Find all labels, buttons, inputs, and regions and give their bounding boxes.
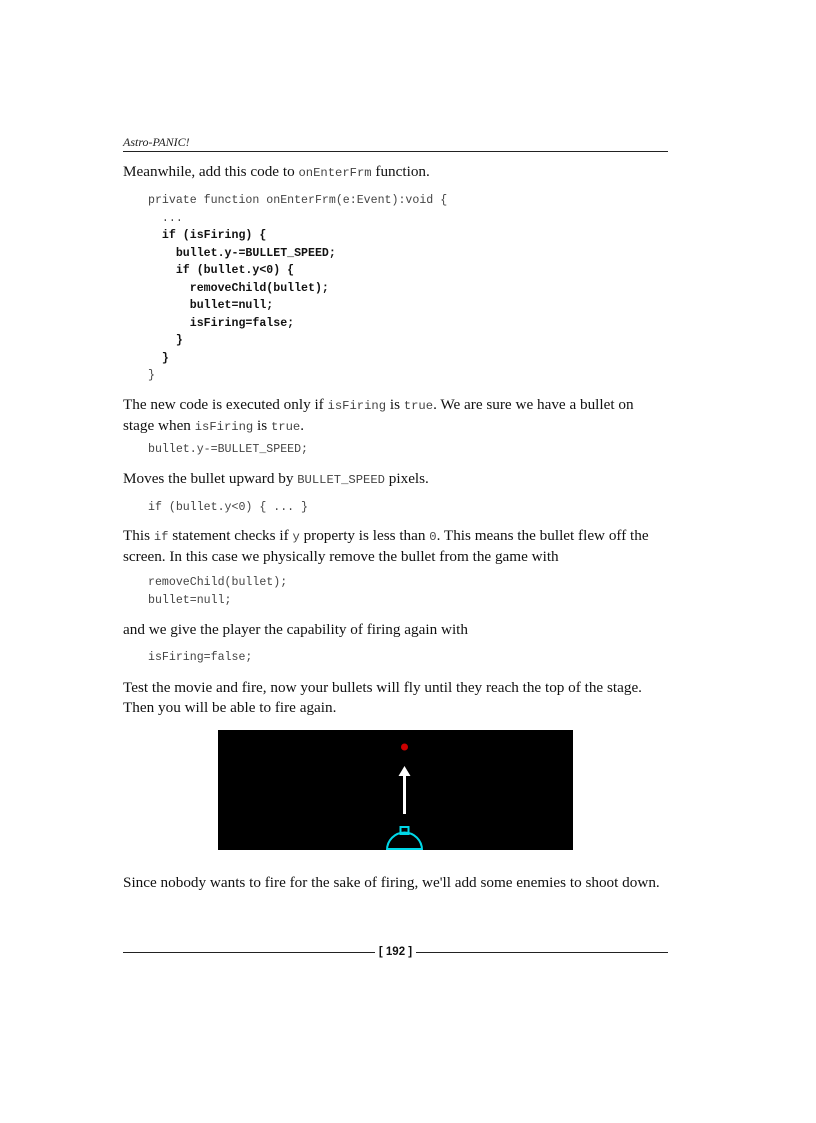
paragraph-enemies: Since nobody wants to fire for the sake of firing, we'll add some enemies to shoot down.	[123, 874, 660, 891]
page-footer	[123, 944, 668, 960]
running-header	[123, 135, 668, 152]
inline-code: true	[270, 420, 301, 434]
inline-code: y	[292, 530, 300, 544]
paragraph-test-movie: Test the movie and fire, now your bullets will fly until they reach the top of the stage. Then you will be able to fire again.	[123, 679, 642, 716]
inline-code: isFiring	[327, 399, 387, 413]
paragraph-intro: Meanwhile, add this code to onEnterFrm function.	[123, 163, 430, 180]
code-line: removeChild(bullet);	[148, 576, 288, 589]
header-title: Astro-PANIC!	[123, 135, 190, 149]
inline-code: isFiring	[194, 420, 254, 434]
upward-arrow-icon	[399, 766, 411, 814]
code-snippet-isfiring: isFiring=false;	[148, 651, 253, 664]
code-snippet-if: if (bullet.y<0) { ... }	[148, 501, 309, 514]
code-snippet-speed: bullet.y-=BULLET_SPEED;	[148, 443, 309, 456]
code-line: bullet=null;	[148, 299, 274, 312]
code-line: private function onEnterFrm(e:Event):void {	[148, 194, 448, 207]
inline-code: 0	[429, 530, 437, 544]
code-line: }	[148, 369, 155, 382]
code-line: bullet.y-=BULLET_SPEED;	[148, 246, 336, 260]
inline-code: onEnterFrm	[298, 166, 372, 180]
code-line: if (isFiring) {	[148, 229, 267, 242]
header-rule	[123, 151, 668, 152]
code-line: }	[148, 351, 169, 365]
inline-code: if	[153, 530, 169, 544]
code-block-onenterfrm	[148, 192, 447, 385]
game-stage	[218, 730, 573, 850]
inline-code: BULLET_SPEED	[297, 473, 385, 487]
game-screenshot-figure	[218, 730, 573, 850]
bullet-dot-icon	[401, 744, 408, 751]
code-line: ...	[148, 211, 183, 225]
code-line: }	[148, 334, 183, 347]
footer-rule-right	[416, 952, 668, 953]
code-snippet-remove	[148, 574, 287, 609]
code-line: if (bullet.y<0) {	[148, 264, 295, 277]
page-number: [ 192 ]	[378, 946, 413, 958]
inline-code: true	[403, 399, 434, 413]
paragraph-moves: Moves the bullet upward by BULLET_SPEED pixels.	[123, 470, 429, 487]
cannon-dome-icon	[387, 827, 422, 850]
code-line: isFiring=false;	[148, 316, 295, 330]
paragraph-capability: and we give the player the capability of firing again with	[123, 621, 468, 638]
code-line: removeChild(bullet);	[148, 281, 329, 295]
paragraph-explanation: The new code is executed only if isFiring is true. We are sure we have a bullet on stage when isFiring is true.	[123, 396, 634, 434]
paragraph-if-statement: This if statement checks if y property is less than 0. This means the bullet flew off the screen. In this case we physically remove the bullet from the game with	[123, 527, 649, 565]
code-line: bullet=null;	[148, 593, 232, 607]
